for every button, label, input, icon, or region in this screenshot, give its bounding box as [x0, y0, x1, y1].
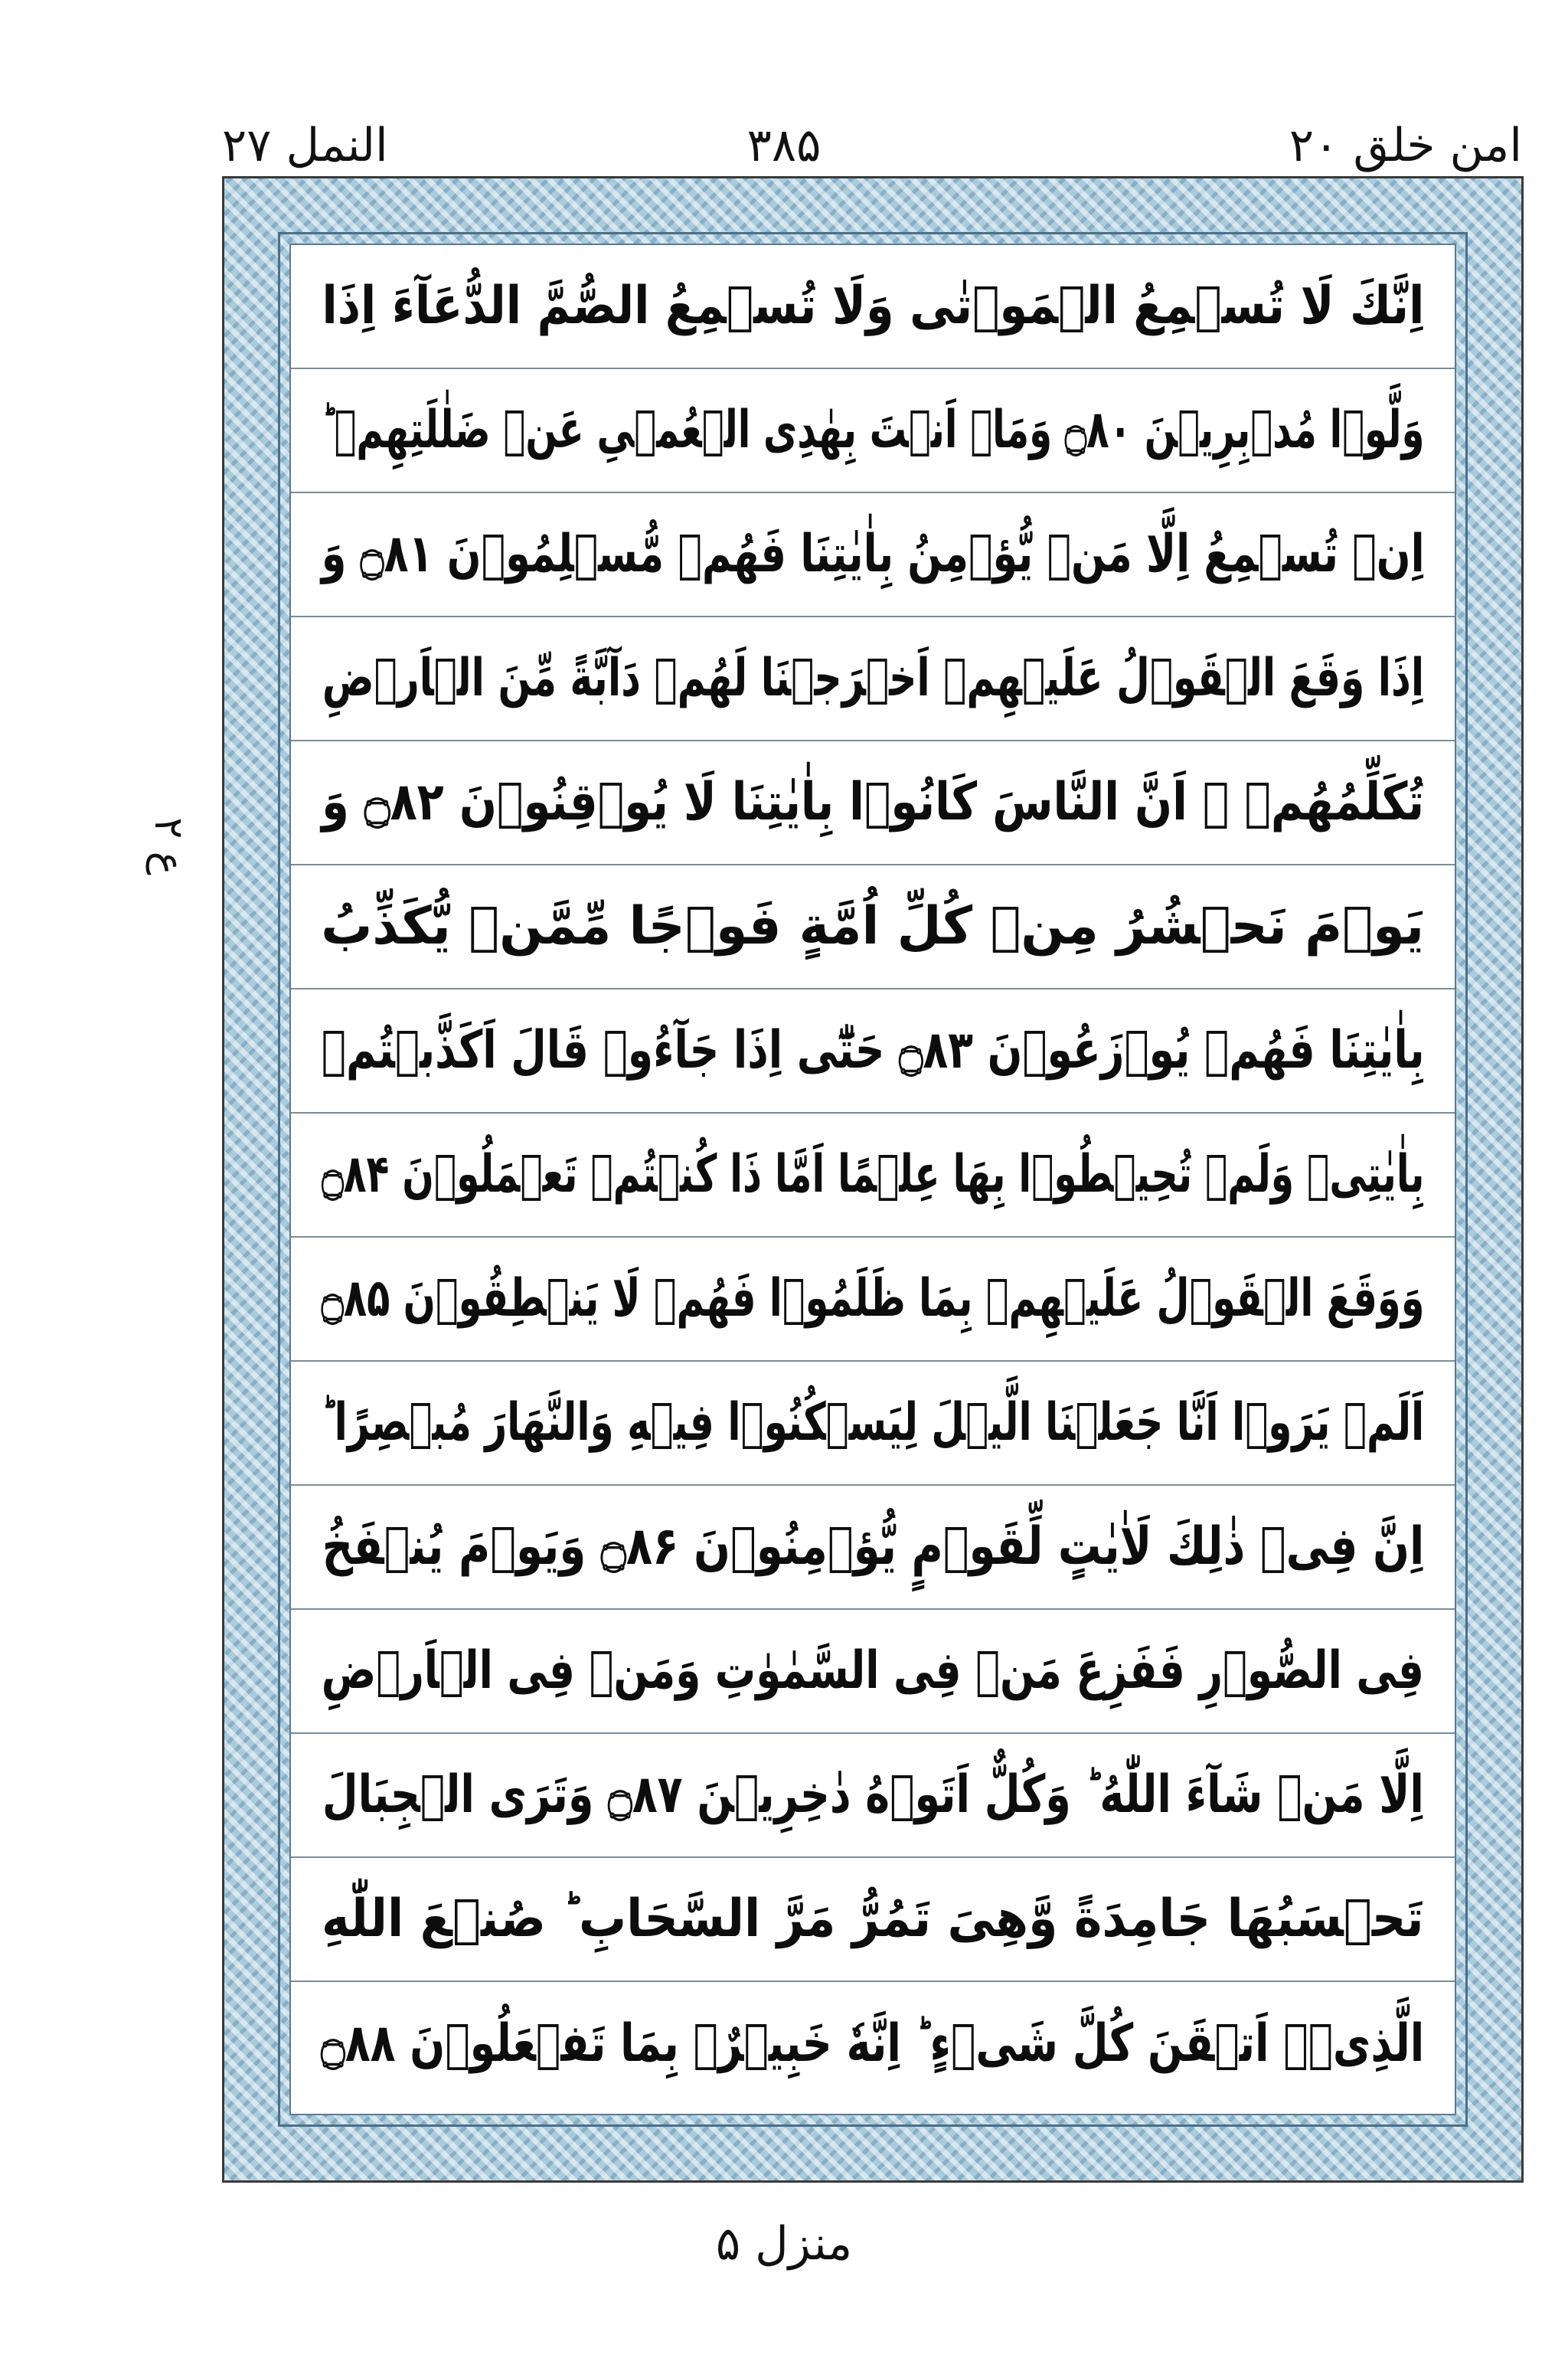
- verse-line: [291, 493, 1455, 617]
- surah-title: النمل ۲۷: [222, 119, 388, 172]
- verse-line-text: بِاٰيٰتِىۡ وَلَمۡ تُحِيۡطُوۡا بِهَا عِلۡمًا اَمَّا ذَا كُنۡتُمۡ تَعۡمَلُوۡنَ ۝۸۴: [321, 1144, 1425, 1205]
- ruku-marker-text: ع ۲: [145, 817, 191, 875]
- verse-line-text: بِاٰيٰتِنَا فَهُمۡ يُوۡزَعُوۡنَ ۝۸۳ حَتّٰٓى اِذَا جَآءُوۡ قَالَ اَكَذَّبۡتُمۡ: [321, 1020, 1425, 1081]
- verse-line: [291, 1114, 1455, 1238]
- verse-line-text: فِى الصُّوۡرِ فَفَزِعَ مَنۡ فِى السَّمٰوٰتِ وَمَنۡ فِى الۡاَرۡضِ: [321, 1640, 1425, 1701]
- verse-line-text: يَوۡمَ نَحۡشُرُ مِنۡ كُلِّ اُمَّةٍ فَوۡجًا مِّمَّنۡ يُّكَذِّبُ: [321, 896, 1425, 957]
- verse-line-text: اِنَّكَ لَا تُسۡمِعُ الۡمَوۡتٰى وَلَا تُسۡمِعُ الصُّمَّ الدُّعَآءَ اِذَا: [322, 276, 1424, 336]
- verse-line-text: اِنۡ تُسۡمِعُ اِلَّا مَنۡ يُّؤۡمِنُ بِاٰيٰتِنَا فَهُمۡ مُّسۡلِمُوۡنَ ۝۸۱ وَ: [321, 524, 1425, 584]
- verse-line-text: اِلَّا مَنۡ شَآءَ اللّٰهُ ؕ وَكُلٌّ اَتَوۡهُ دٰخِرِيۡنَ ۝۸۷ وَتَرَى الۡجِبَالَ: [322, 1765, 1424, 1825]
- verse-line: [291, 1486, 1455, 1610]
- verse-line-text: اِنَّ فِىۡ ذٰلِكَ لَاٰيٰتٍ لِّقَوۡمٍ يُّؤۡمِنُوۡنَ ۝۸۶ وَيَوۡمَ يُنۡفَخُ: [322, 1516, 1424, 1577]
- verse-line: [291, 1610, 1455, 1734]
- verse-line-text: الَّذِىۡۤ اَتۡقَنَ كُلَّ شَىۡءٍ ؕ اِنَّهٗ خَبِيۡرٌۢ بِمَا تَفۡعَلُوۡنَ ۝۸۸: [321, 2013, 1425, 2074]
- verse-line: [291, 1982, 1455, 2106]
- manzil-footer: منزل ۵: [715, 2217, 853, 2271]
- verse-line: [291, 245, 1455, 369]
- verse-line: [291, 1734, 1455, 1858]
- verse-line-text: وَلَّوۡا مُدۡبِرِيۡنَ ۝۸۰ وَمَاۤ اَنۡتَ بِهٰدِى الۡعُمۡىِ عَنۡ ضَلٰلَتِهِمۡ ؕ: [321, 400, 1425, 460]
- verse-line-text: اِذَا وَقَعَ الۡقَوۡلُ عَلَيۡهِمۡ اَخۡرَجۡنَا لَهُمۡ دَآبَّةً مِّنَ الۡاَرۡضِ: [322, 648, 1424, 708]
- page-number: ۳۸۵: [746, 119, 822, 172]
- verse-line: [291, 1362, 1455, 1486]
- ornamental-border: [222, 176, 1524, 2183]
- juz-title: امن خلق ۲۰: [1289, 119, 1522, 172]
- verse-line-text: اَلَمۡ يَرَوۡا اَنَّا جَعَلۡنَا الَّيۡلَ لِيَسۡكُنُوۡا فِيۡهِ وَالنَّهَارَ مُبۡصِرًا ؕ: [321, 1392, 1425, 1453]
- verse-line-text: وَوَقَعَ الۡقَوۡلُ عَلَيۡهِمۡ بِمَا ظَلَمُوۡا فَهُمۡ لَا يَنۡطِقُوۡنَ ۝۸۵: [321, 1268, 1425, 1329]
- verse-line: [291, 369, 1455, 493]
- ruku-marker: [134, 777, 203, 915]
- verse-line: [291, 617, 1455, 741]
- verse-line: [291, 741, 1455, 865]
- verse-line: [291, 865, 1455, 989]
- verse-line: [291, 1238, 1455, 1362]
- verse-line-text: تُكَلِّمُهُمۡ ۙ اَنَّ النَّاسَ كَانُوۡا بِاٰيٰتِنَا لَا يُوۡقِنُوۡنَ ۝۸۲ وَ: [321, 772, 1425, 832]
- verse-line: [291, 989, 1455, 1114]
- text-panel: [289, 244, 1456, 2115]
- verse-line-text: تَحۡسَبُهَا جَامِدَةً وَّهِىَ تَمُرُّ مَرَّ السَّحَابِ ؕ صُنۡعَ اللّٰهِ: [322, 1889, 1424, 1949]
- verse-line: [291, 1858, 1455, 1982]
